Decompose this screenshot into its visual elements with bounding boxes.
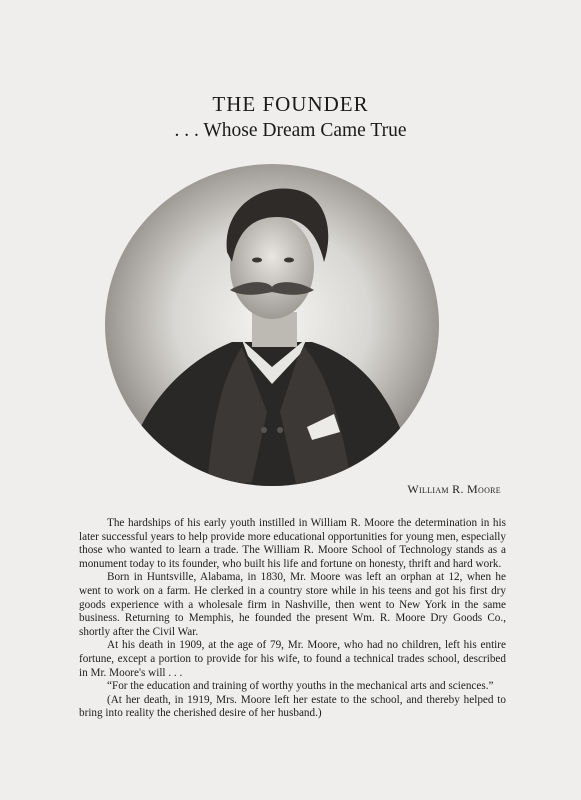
paragraph-will: At his death in 1909, at the age of 79, Mr. Moore, who had no children, left his entire fortune, except a portion to provide for his wife, to found a technical trades school, described in Mr. Moore's will . . . [79, 639, 506, 679]
paragraph-quote: “For the education and training of worthy youths in the mechanical arts and sciences.” [107, 680, 494, 693]
paragraph-youth: The hardships of his early youth instilled in William R. Moore the determination in his later successful years to help provide more educational opportunities for young men, especially those who wanted to learn a trade. The William R. Moore School of Technology stands as a monument today to its founder, who built his life and fortune on honesty, thrift and hard work. [79, 517, 506, 570]
portrait-caption: William R. Moore [407, 482, 501, 496]
page-subtitle: . . . Whose Dream Came True [174, 120, 407, 141]
founder-portrait [102, 162, 443, 488]
page-title: THE FOUNDER [212, 92, 369, 116]
paragraph-biography: Born in Huntsville, Alabama, in 1830, Mr. Moore was left an orphan at 12, when he went to work on a farm. He clerked in a country store while in his teens and got his first dry goods experience with a wholesale firm in Nashville, then went to New York in the same business. Returning to Memphis, he founded the present Wm. R. Moore Dry Goods Co., shortly after the Civil War. [79, 571, 506, 638]
article-body [79, 517, 506, 721]
paragraph-wife: (At her death, in 1919, Mrs. Moore left her estate to the school, and thereby helped to bring into reality the cherished desire of her husband.) [79, 693, 506, 720]
